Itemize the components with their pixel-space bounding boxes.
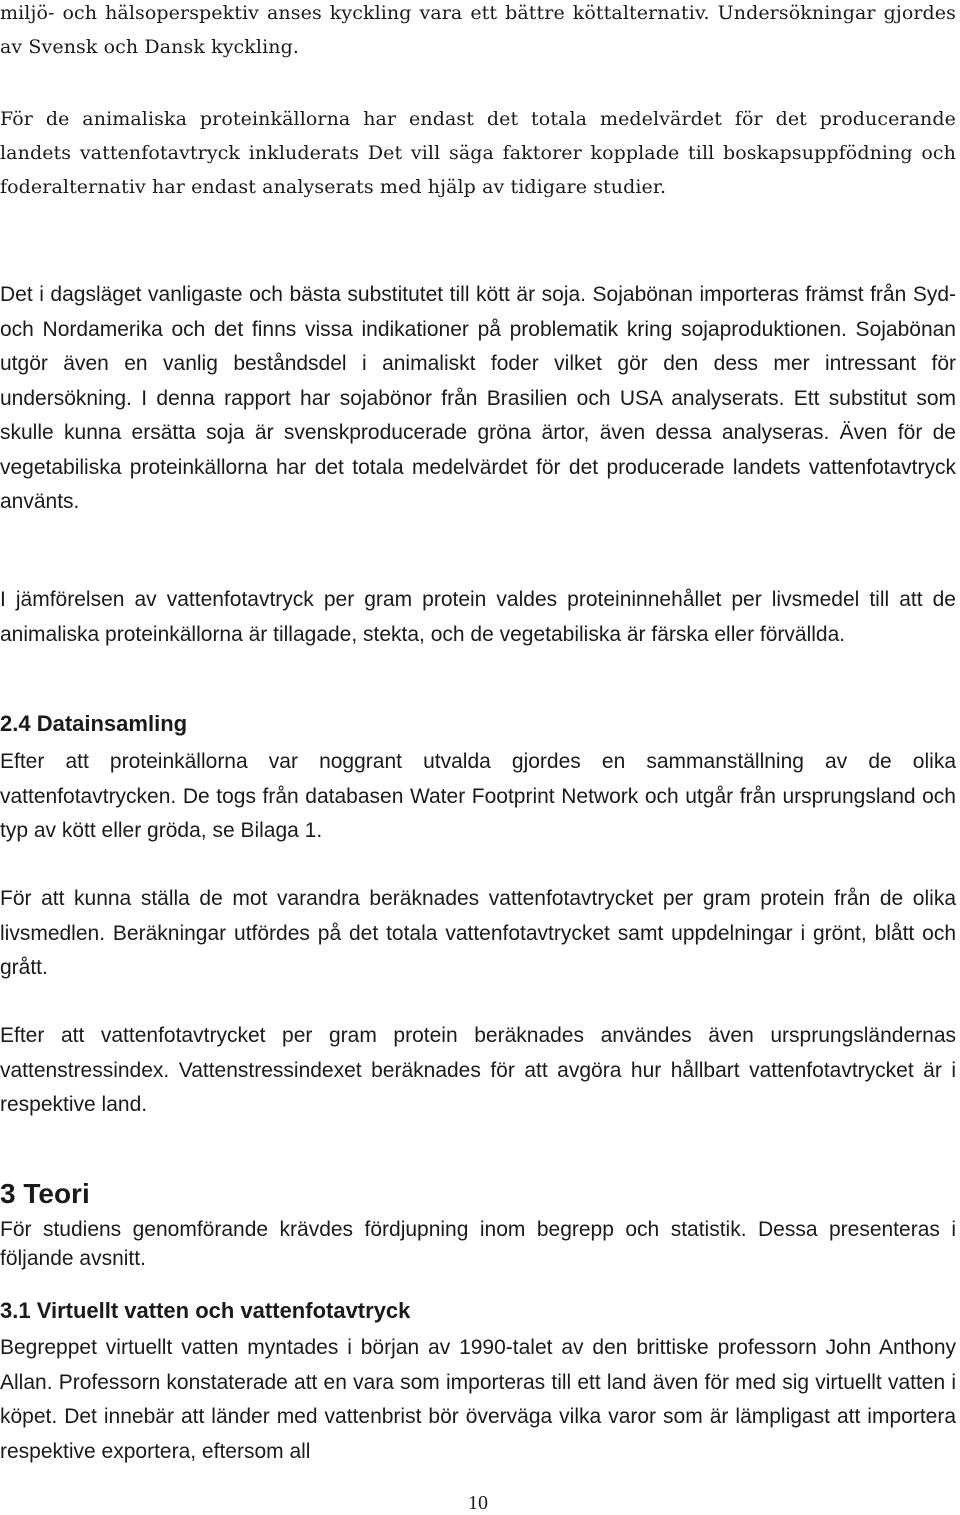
heading-teori: 3 Teori [0, 1178, 90, 1209]
page-number: 10 [468, 1492, 488, 1514]
paragraph-data-collection: Efter att proteinkällorna var noggrant utvalda gjordes en sammanställning av de olika vattenfotavtrycken. De togs från databasen Water Footprint Network och utgår från ursprungsland och typ av kött eller gröda, se Bilaga 1. [0, 750, 956, 842]
paragraph-soy-substitute: Det i dagsläget vanligaste och bästa substitutet till kött är soja. Sojabönan importeras främst från Syd- och Nordamerika och det finns vissa indikationer på problematik kring sojaproduktionen. Sojabönan utgör även en vanlig beståndsdel i animaliskt foder vilket gör den dess mer intressant för undersökning. I denna rapport har sojabönor från Brasilien och USA analyserats. Ett substitut som skulle kunna ersätta soja är svenskproducerade gröna ärtor, även dessa analyseras. Även för de vegetabiliska proteinkällorna har det totala medelvärdet för det producerade landets vattenfotavtryck använts. [0, 283, 956, 513]
heading-virtuellt-vatten: 3.1 Virtuellt vatten och vattenfotavtryck [0, 1298, 411, 1323]
paragraph-water-stress: Efter att vattenfotavtrycket per gram protein beräknades användes även ursprungsländernas vattenstressindex. Vattenstressindexet beräknades för att avgöra hur hållbart vattenfotavtrycket är i respektive land. [0, 1024, 956, 1116]
paragraph-calculation: För att kunna ställa de mot varandra beräknades vattenfotavtrycket per gram protein från de olika livsmedlen. Beräkningar utfördes på det totala vattenfotavtrycket samt uppdelningar i grönt, blått och grått. [0, 887, 956, 979]
paragraph-animal-protein: För de animaliska proteinkällorna har endast det totala medelvärdet för det producerande landets vattenfotavtryck inkluderats Det vill säga faktorer kopplade till boskapsuppfödning och foderalternativ har endast analyserats med hjälp av tidigare studier. [0, 108, 956, 198]
paragraph-protein-comparison: I jämförelsen av vattenfotavtryck per gram protein valdes proteininnehållet per livsmedel till att de animaliska proteinkällorna är tillagade, stekta, och de vegetabiliska är färska eller förvällda. [0, 588, 956, 646]
heading-datainsamling: 2.4 Datainsamling [0, 711, 188, 736]
paragraph-theory-intro: För studiens genomförande krävdes fördjupning inom begrepp och statistik. Dessa presenteras i följande avsnitt. [0, 1218, 956, 1270]
paragraph-intro-continuation: miljö- och hälsoperspektiv anses kyckling vara ett bättre köttalternativ. Undersökningar gjordes av Svensk och Dansk kyckling. [0, 2, 956, 58]
paragraph-virtual-water: Begreppet virtuellt vatten myntades i början av 1990-talet av den brittiske professorn John Anthony Allan. Professorn konstaterade att en vara som importeras till ett land även för med sig virtuellt vatten i köpet. Det innebär att länder med vattenbrist bör överväga vilka varor som är lämpligast att importera respektive exportera, eftersom all [0, 1336, 956, 1463]
